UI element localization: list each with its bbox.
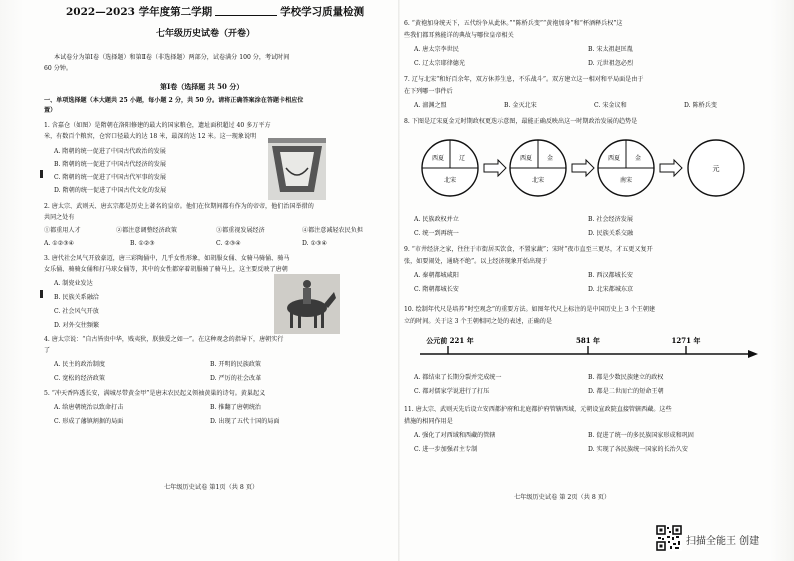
q7-option: A. 澶渊之盟 <box>414 102 447 109</box>
q9-option: C. 隋朝都城长安 <box>414 286 459 293</box>
q10-stem: 立的时间。关于这 3 个王朝相同之处的表述，正确的是 <box>404 318 552 325</box>
diagram-label: 北宋 <box>443 177 457 184</box>
q11-option: D. 实现了各民族统一国家的长治久安 <box>588 446 688 453</box>
q8-option: A. 民族政权并立 <box>414 216 459 223</box>
q5-option: B. 推翻了唐朝统治 <box>210 404 262 411</box>
q10-option: A. 都结束了长期分裂并完成统一 <box>414 374 502 381</box>
q6-option: B. 宋太祖赵匡胤 <box>588 46 633 53</box>
q2-item: ④都注意减轻农民负担 <box>302 227 363 234</box>
q4-option: A. 民主的政治制度 <box>54 361 105 368</box>
diagram-label: 金 <box>546 155 554 162</box>
timeline-label: 581 年 <box>575 336 601 345</box>
q5-option: C. 形成了藩镇割据的局面 <box>54 418 124 425</box>
diagram-arrow <box>484 160 506 176</box>
q7-option: B. 金灭北宋 <box>504 102 537 109</box>
q6-stem: 6. “黄袍加身统天下，五代纷争从此休。”“陈桥兵变”“黄袍加身”和“杯酒释兵权”这 <box>404 20 623 27</box>
q6-option: D. 元世祖忽必烈 <box>588 60 634 67</box>
intro-line: 本试卷分为第Ⅰ卷（选择题）和第Ⅱ卷（非选择题）两部分，试卷满分 100 分，考试时间 <box>54 54 290 61</box>
diagram-label: 辽 <box>458 155 466 162</box>
q9-stem: 9. “市井经济之家，往往于市街居买饮食，不置家蔬”；宋时“夜市直至三更尽，才五更又复开 <box>404 246 653 253</box>
q1-option: A. 隋朝的统一促进了中国古代政治的发展 <box>54 148 166 155</box>
q1-stem: 1. 含嘉仓（如图）是隋朝在洛阳修建的最大的国家粮仓，遗址面积超过 40 多万平方 <box>44 122 271 129</box>
diagram-label: 南宋 <box>619 177 633 184</box>
q10-stem: 10. 绘制年代尺是培养“时空观念”的重要方法。如图年代尺上标注的是中国历史上 3 个王朝建 <box>404 306 656 313</box>
q9-option: D. 北宋都城东京 <box>588 286 634 293</box>
page-footer: 七年级历史试卷 第1页（共 8 页） <box>164 484 259 491</box>
q2-stem: 2. 唐太宗、武则天、唐玄宗都是历史上著名的皇帝。他们在位期间都有作为的帝帝，他们治国举措的 <box>44 203 314 210</box>
q11-option: A. 强化了对西域和西藏的管辖 <box>414 432 496 439</box>
q11-stem: 措施的相同作用是 <box>404 418 453 425</box>
q8-option: D. 民族关系交融 <box>588 230 634 237</box>
timeline-ruler <box>418 332 764 362</box>
diagram-label: 西夏 <box>519 155 533 162</box>
q2-item: ②都注意调整经济政策 <box>116 227 177 234</box>
q1-option: D. 隋朝的统一促进了中国古代文化的发展 <box>54 187 167 194</box>
q2-item: ①都重用人才 <box>44 227 81 234</box>
diagram-label: 西夏 <box>431 155 445 162</box>
q1-option: B. 隋朝的统一促进了中国古代经济的发展 <box>54 161 166 168</box>
binding-mark <box>40 290 43 298</box>
page-2 <box>404 6 776 526</box>
exam-header <box>66 6 364 19</box>
q7-stem: 7. 辽与北宋“和好百余年，双方休养生息，不乐战斗”。双方建立这一相对和平局面是由于 <box>404 76 644 83</box>
horse-rider-figure <box>274 274 340 334</box>
q2-option: A. ①②③④ <box>44 240 75 247</box>
header-term: 2022—2023 学年度第二学期 <box>66 6 213 18</box>
q6-option: A. 唐太宗李世民 <box>414 46 459 53</box>
diagram-arrow <box>572 160 594 176</box>
scanner-watermark: 扫描全能王 创建 <box>686 536 760 547</box>
q11-option: B. 促进了统一的多民族国家形成和巩固 <box>588 432 694 439</box>
q4-option: B. 开明的民族政策 <box>210 361 262 368</box>
q5-option: D. 出现了五代十国的局面 <box>210 418 280 425</box>
q4-option: D. 严厉的社会改革 <box>210 375 262 382</box>
q3-option: B. 民族关系融洽 <box>54 294 99 301</box>
q5-option: A. 给唐朝统治以致命打击 <box>54 404 124 411</box>
q3-option: A. 制瓷业发达 <box>54 280 93 287</box>
timeline-label: 公元前 221 年 <box>426 336 474 345</box>
q9-option: A. 秦朝都城咸阳 <box>414 272 459 279</box>
q3-option: C. 社会风气开放 <box>54 308 99 315</box>
q10-option: C. 都对儒家学说进行了打压 <box>414 388 490 395</box>
q6-stem: 些我们都耳熟能详的典故与哪位皇帝相关 <box>404 32 514 39</box>
school-blank <box>215 6 277 16</box>
q1-stem: 米，有数百个粮窖，仓窖口径最大的达 18 米，最深的达 12 米。这一现象说明 <box>44 133 257 140</box>
part-title: 第Ⅰ卷（选择题 共 50 分） <box>160 82 244 91</box>
q9-option: B. 西汉都城长安 <box>588 272 633 279</box>
q11-stem: 11. 唐太宗、武则天先后设立安西都护府和北庭都护府管辖西域，元朝设宣政院直接管辖西藏。这些 <box>404 406 672 413</box>
q7-option: D. 陈桥兵变 <box>684 102 717 109</box>
q8-option: B. 社会经济发展 <box>588 216 633 223</box>
q5-stem: 5. “冲天香阵透长安，满城尽带黄金甲”是唐末农民起义领袖黄巢的诗句。黄巢起义 <box>44 390 266 397</box>
diagram-label: 元 <box>712 165 720 173</box>
q10-option: D. 都是二世而亡的短命王朝 <box>588 388 664 395</box>
diagram-circle-1 <box>422 140 478 196</box>
q3-stem: 3. 唐代社会风气开放豪迈，唐三彩陶俑中，几乎女性形象，如胡服女俑、女骑马骑俑、骑马 <box>44 255 290 262</box>
q7-option: C. 宋金议和 <box>594 102 627 109</box>
q6-option: C. 辽太宗耶律德光 <box>414 60 465 67</box>
q2-option: D. ①③④ <box>302 240 327 247</box>
section-heading: 一、单项选择题（本大题共 25 小题，每小题 2 分，共 50 分。请将正确答案涂在答题卡相应位 <box>44 97 304 104</box>
diagram-circle-2 <box>510 140 566 196</box>
diagram-label: 金 <box>634 155 642 162</box>
q2-option: B. ①②③ <box>130 240 155 247</box>
q3-stem: 女乐俑、骑骑女俑和打马球女俑等，其中的女性都穿着胡服骑了骑马上，这主要反映了唐朝 <box>44 266 288 273</box>
q8-option: C. 统一到再统一 <box>414 230 459 237</box>
granary-image <box>268 138 326 200</box>
q2-option: C. ②③④ <box>216 240 241 247</box>
q10-option: B. 都是少数民族建立的政权 <box>588 374 664 381</box>
dynasty-diagram <box>418 136 758 200</box>
q3-option: D. 对外交往频繁 <box>54 322 100 329</box>
q4-option: C. 宽松的经济政策 <box>54 375 105 382</box>
header-check: 学校学习质量检测 <box>280 6 365 18</box>
diagram-circle-3 <box>598 140 654 196</box>
page-1 <box>44 6 396 526</box>
timeline-label: 1271 年 <box>671 336 701 345</box>
diagram-arrow <box>660 160 682 176</box>
q7-stem: 在下列哪一事件后 <box>404 88 453 95</box>
qr-code-icon <box>656 525 682 551</box>
q4-stem: 4. 唐太宗说：“自古皆贵中华，贱夷狄，朕独爱之如一”。在这种观念的指导下，唐朝实行 <box>44 336 284 343</box>
page-footer: 七年级历史试卷 第 2页（共 8 页） <box>514 494 611 501</box>
q9-stem: 张，如要闹处，通晓不绝”。以上经济现象开始出现于 <box>404 258 548 265</box>
exam-title: 七年级历史试卷（开卷） <box>156 29 256 39</box>
q2-item: ③都重视发展经济 <box>216 227 265 234</box>
diagram-label: 北宋 <box>531 177 545 184</box>
page-fold <box>398 0 400 561</box>
binding-mark <box>40 170 43 178</box>
q11-option: C. 进一步加强君主专制 <box>414 446 478 453</box>
q2-stem: 共同之处有 <box>44 214 75 221</box>
intro-line: 60 分钟。 <box>44 65 72 72</box>
section-heading: 置） <box>44 107 57 114</box>
diagram-label: 西夏 <box>607 155 621 162</box>
q4-stem: 了 <box>44 347 51 354</box>
q8-stem: 8. 下图是辽宋夏金元时期政权更迭示意图，最能正确反映出这一时期政治发展的趋势是 <box>404 118 638 125</box>
q1-option: C. 隋朝的统一促进了中国古代军事的发展 <box>54 174 166 181</box>
